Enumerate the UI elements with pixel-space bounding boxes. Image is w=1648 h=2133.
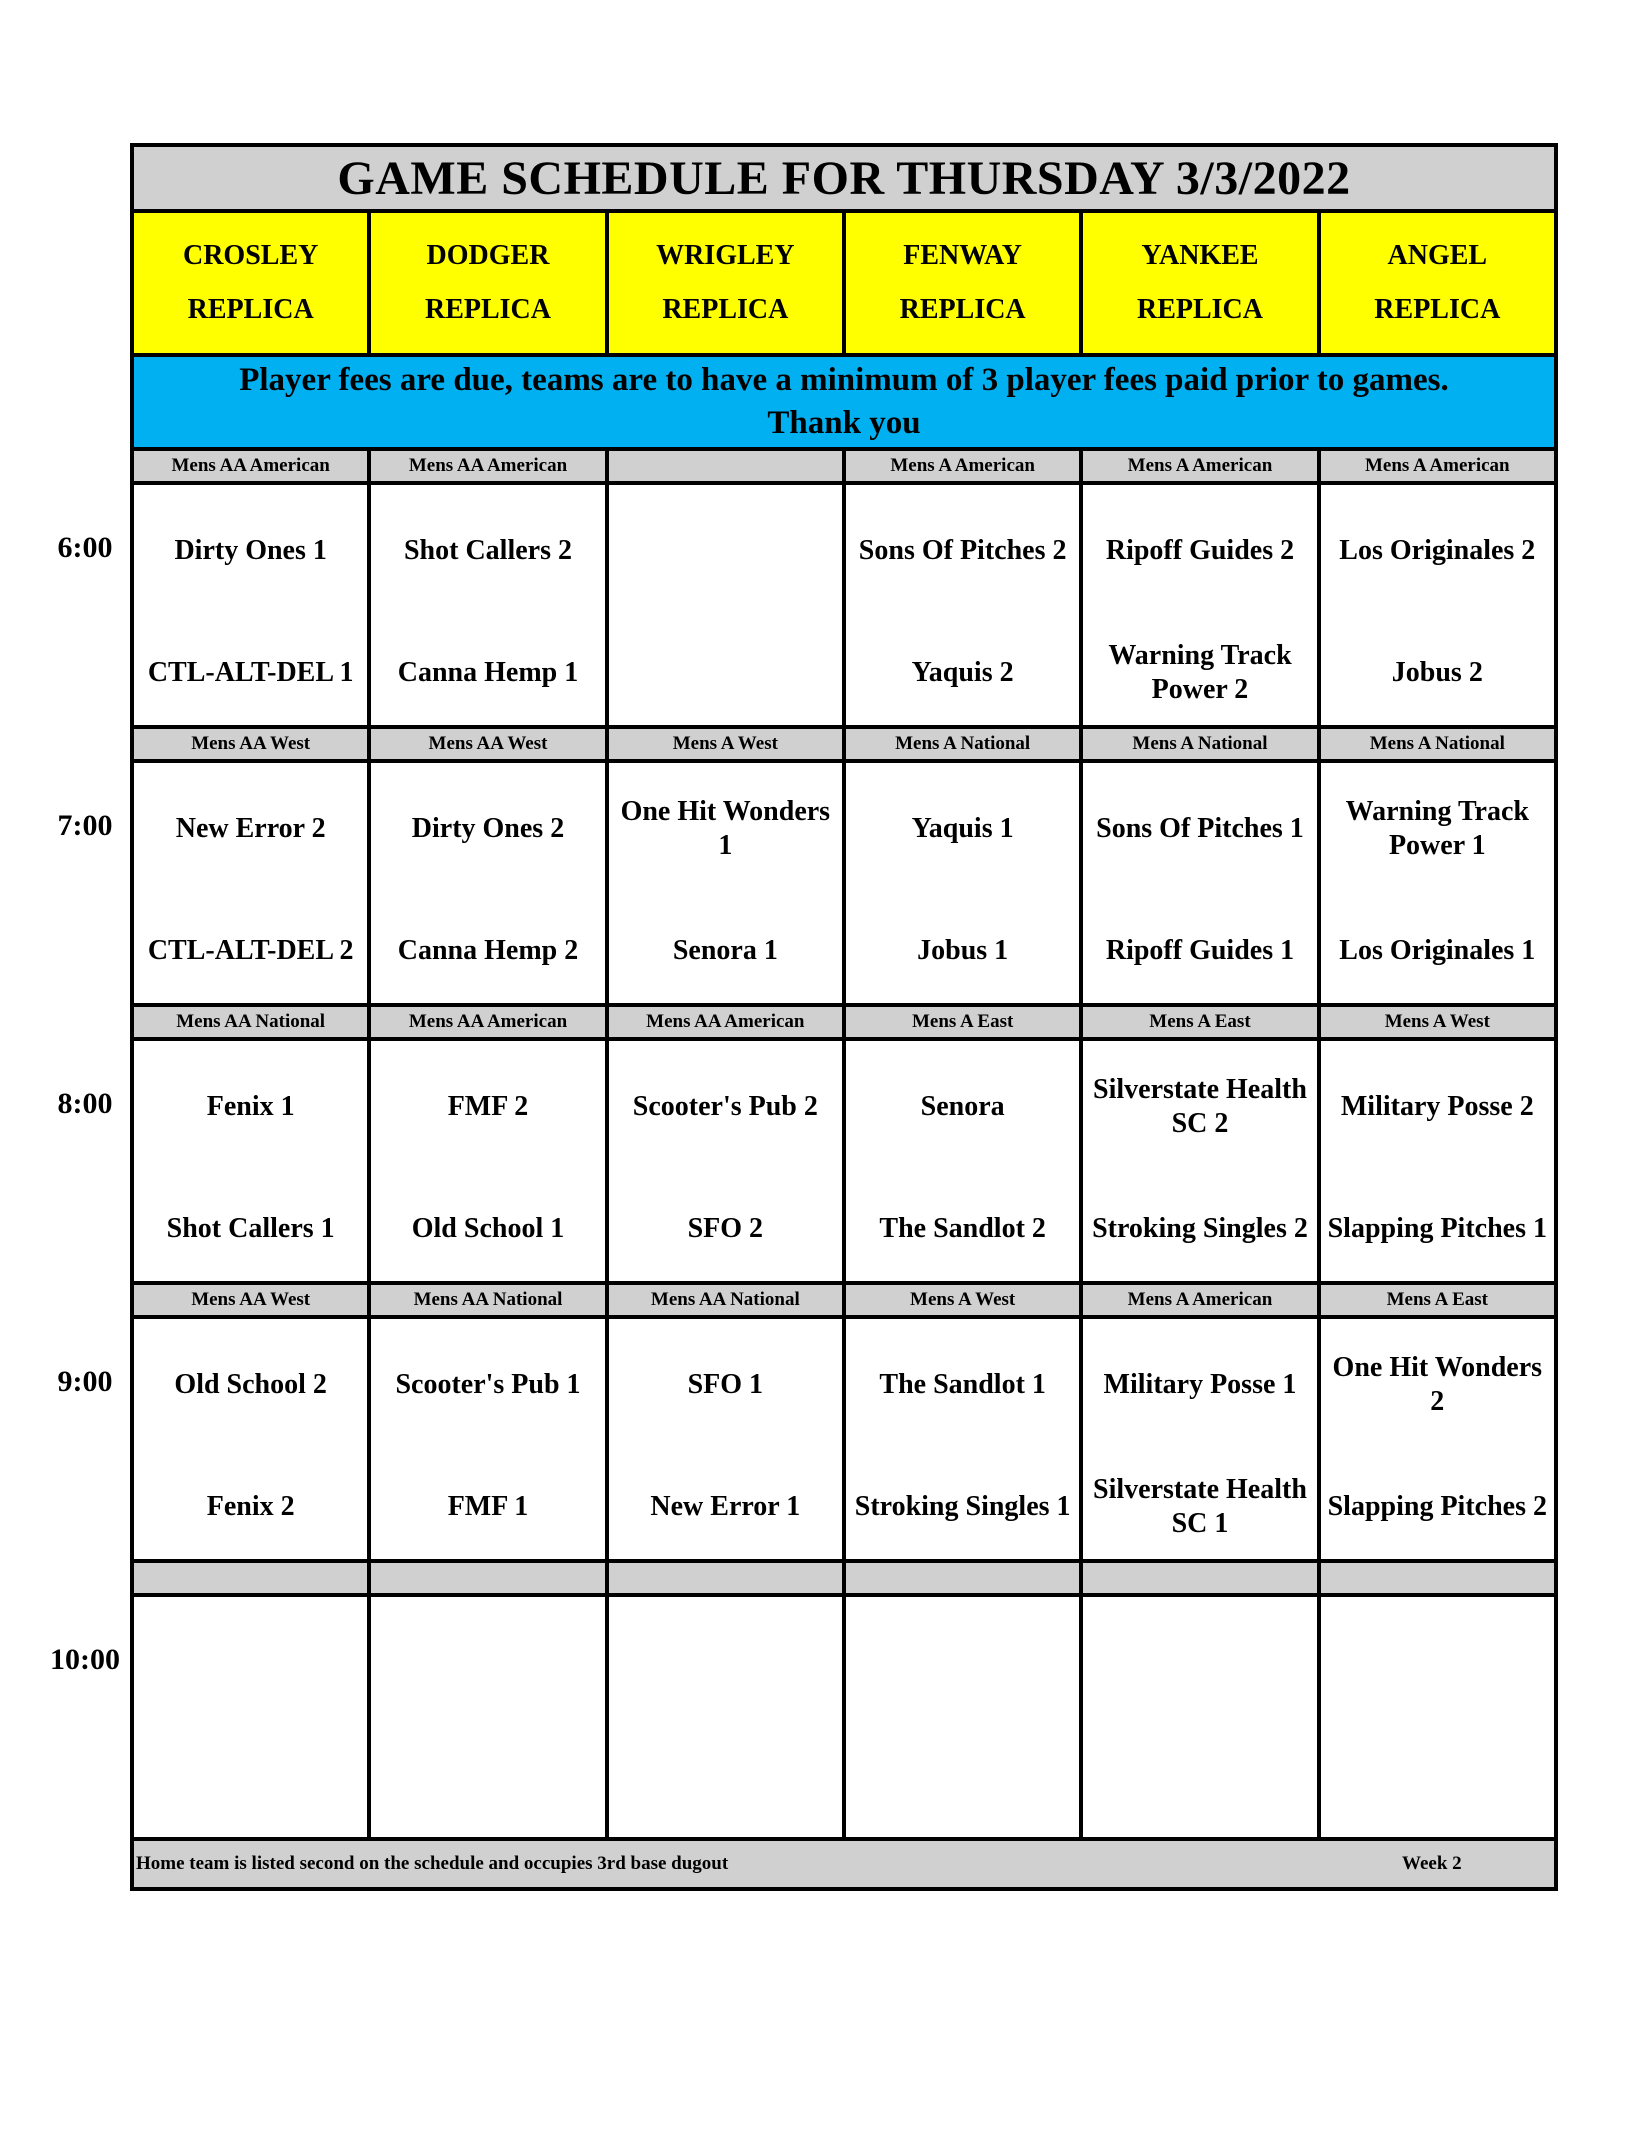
division-label: Mens A East (842, 1007, 1079, 1037)
notice-line: Player fees are due, teams are to have a minimum of 3 player fees paid prior to games. (239, 362, 1449, 398)
division-label (367, 1563, 604, 1593)
division-row (134, 1563, 1554, 1597)
game-cell (605, 1319, 842, 1559)
game-cell (1317, 763, 1554, 1003)
away-team: Silverstate Health SC 2 (1093, 1074, 1307, 1139)
division-label: Mens AA American (367, 1007, 604, 1037)
game-cell (1079, 485, 1316, 725)
away-team: Shot Callers 2 (403, 535, 572, 566)
away-team (1321, 1625, 1554, 1701)
game-row (134, 1319, 1554, 1563)
schedule-title: GAME SCHEDULE FOR THURSDAY 3/3/2022 (134, 147, 1554, 213)
away-team: One Hit Wonders 2 (1332, 1352, 1543, 1417)
game-cell (134, 1597, 367, 1837)
field-name: YANKEE (1141, 240, 1259, 271)
time-label: 8:00 (57, 1087, 113, 1120)
division-label: Mens AA American (367, 451, 604, 481)
away-team: Dirty Ones 1 (174, 535, 327, 566)
home-team (371, 1747, 604, 1823)
division-label: Mens A National (1079, 729, 1316, 759)
away-team: Fenix 1 (206, 1091, 295, 1122)
field-name: DODGER (426, 240, 550, 271)
time-slots (134, 451, 1554, 1841)
week-label: Week 2 (1402, 1853, 1462, 1874)
field-sub: REPLICA (1136, 294, 1263, 325)
game-cell (367, 1597, 604, 1837)
field-header (605, 213, 842, 353)
home-team: Jobus 2 (1391, 657, 1483, 688)
home-team: FMF 1 (447, 1491, 529, 1522)
away-team: Warning Track Power 1 (1345, 796, 1529, 861)
division-label: Mens A East (1317, 1285, 1554, 1315)
division-label (134, 1563, 367, 1593)
division-label: Mens A American (1079, 1285, 1316, 1315)
division-label: Mens A West (605, 729, 842, 759)
game-row (134, 1041, 1554, 1285)
home-team: CTL-ALT-DEL 1 (147, 657, 354, 688)
game-cell (1079, 763, 1316, 1003)
division-label: Mens AA American (605, 1007, 842, 1037)
away-team: Military Posse 1 (1103, 1369, 1297, 1400)
home-team: Fenix 2 (206, 1491, 295, 1522)
home-team: Canna Hemp 1 (397, 657, 579, 688)
home-team (1083, 1747, 1316, 1823)
division-label: Mens AA National (176, 1011, 326, 1032)
field-header (1317, 213, 1554, 353)
time-label: 10:00 (50, 1643, 120, 1676)
division-label: Mens AA National (605, 1285, 842, 1315)
division-label: Mens A West (1317, 1007, 1554, 1037)
time-label: 7:00 (57, 809, 113, 842)
game-cell (134, 1041, 367, 1281)
division-label: Mens A National (1317, 729, 1554, 759)
home-team-note: Home team is listed second on the schedule and occupies 3rd base dugout (136, 1853, 729, 1874)
game-cell (1079, 1319, 1316, 1559)
time-label: 6:00 (57, 531, 113, 564)
game-cell (1317, 1041, 1554, 1281)
home-team (1321, 1747, 1554, 1823)
away-team (846, 1625, 1079, 1701)
division-label: Mens AA National (367, 1285, 604, 1315)
game-cell (367, 485, 604, 725)
home-team: Jobus 1 (917, 935, 1009, 966)
field-sub: REPLICA (1374, 294, 1501, 325)
game-cell (1317, 1597, 1554, 1837)
field-sub: REPLICA (424, 294, 551, 325)
field-header (842, 213, 1079, 353)
away-team (1083, 1625, 1316, 1701)
home-team: Slapping Pitches 1 (1327, 1213, 1547, 1244)
game-cell (1317, 1319, 1554, 1559)
home-team (134, 1747, 367, 1823)
division-label (1079, 1563, 1316, 1593)
footer (134, 1841, 1554, 1887)
away-team (371, 1625, 604, 1701)
home-team: Old School 1 (411, 1213, 565, 1244)
away-team: One Hit Wonders 1 (620, 796, 831, 861)
division-label: Mens A East (1079, 1007, 1316, 1037)
game-cell (367, 763, 604, 1003)
field-sub: REPLICA (899, 294, 1026, 325)
division-row (134, 729, 1554, 763)
game-cell (605, 1597, 842, 1837)
division-label (1317, 1563, 1554, 1593)
division-label (842, 1563, 1079, 1593)
game-cell (1317, 485, 1554, 725)
game-cell (842, 1319, 1079, 1559)
home-team: SFO 2 (687, 1213, 764, 1244)
field-header (1079, 213, 1316, 353)
game-cell (605, 1041, 842, 1281)
division-row (134, 1285, 1554, 1319)
game-cell (842, 1597, 1079, 1837)
game-cell (134, 763, 367, 1003)
home-team (609, 635, 842, 711)
game-cell (367, 1319, 604, 1559)
home-team: Ripoff Guides 1 (1105, 935, 1295, 966)
division-label: Mens A West (842, 1285, 1079, 1315)
home-team: New Error 1 (650, 1491, 801, 1522)
time-label: 9:00 (57, 1365, 113, 1398)
division-label: Mens A American (842, 451, 1079, 481)
away-team (134, 1625, 367, 1701)
field-name: WRIGLEY (656, 240, 795, 271)
division-label (605, 1563, 842, 1593)
home-team: CTL-ALT-DEL 2 (147, 935, 354, 966)
field-name: CROSLEY (182, 240, 319, 271)
game-cell (605, 763, 842, 1003)
field-header (134, 213, 367, 353)
player-fee-notice (134, 357, 1554, 451)
away-team: The Sandlot 1 (879, 1369, 1046, 1400)
game-cell (134, 1319, 367, 1559)
field-sub: REPLICA (662, 294, 789, 325)
division-label: Mens A National (842, 729, 1079, 759)
away-team: Sons Of Pitches 1 (1096, 813, 1304, 844)
away-team: Senora (920, 1091, 1005, 1122)
away-team: Scooter's Pub 1 (395, 1369, 581, 1400)
field-header (367, 213, 604, 353)
field-name: FENWAY (903, 240, 1023, 271)
home-team: Stroking Singles 2 (1092, 1213, 1308, 1244)
game-cell (842, 1041, 1079, 1281)
game-cell (842, 485, 1079, 725)
away-team: SFO 1 (687, 1369, 764, 1400)
home-team: Warning Track Power 2 (1108, 640, 1292, 705)
home-team: Slapping Pitches 2 (1327, 1491, 1547, 1522)
game-cell (367, 1041, 604, 1281)
away-team: Los Originales 2 (1339, 535, 1536, 566)
game-cell (605, 485, 842, 725)
home-team: Senora 1 (672, 935, 778, 966)
home-team (846, 1747, 1079, 1823)
away-team: FMF 2 (447, 1091, 529, 1122)
home-team: Shot Callers 1 (166, 1213, 335, 1244)
division-label: Mens AA West (367, 729, 604, 759)
game-cell (1079, 1597, 1316, 1837)
away-team: Ripoff Guides 2 (1105, 535, 1295, 566)
game-row (134, 1597, 1554, 1841)
game-cell (134, 485, 367, 725)
away-team: Scooter's Pub 2 (632, 1091, 818, 1122)
game-row (134, 485, 1554, 729)
notice-line: Thank you (767, 405, 921, 441)
home-team: Los Originales 1 (1339, 935, 1536, 966)
division-label: Mens AA American (171, 455, 330, 476)
game-cell (1079, 1041, 1316, 1281)
away-team: Sons Of Pitches 2 (858, 535, 1067, 566)
division-label: Mens AA West (191, 1289, 311, 1310)
game-cell (842, 763, 1079, 1003)
home-team: Stroking Singles 1 (854, 1491, 1071, 1522)
field-sub: REPLICA (187, 294, 314, 325)
game-row (134, 763, 1554, 1007)
away-team: New Error 2 (175, 813, 326, 844)
home-team: The Sandlot 2 (879, 1213, 1046, 1244)
division-label: Mens A American (1079, 451, 1316, 481)
away-team: Military Posse 2 (1340, 1091, 1534, 1122)
division-row (134, 451, 1554, 485)
division-row (134, 1007, 1554, 1041)
home-team: Silverstate Health SC 1 (1093, 1474, 1307, 1539)
away-team: Old School 2 (174, 1369, 327, 1400)
division-label: Mens A American (1317, 451, 1554, 481)
schedule-table (130, 143, 1558, 1891)
away-team (609, 1625, 842, 1701)
division-label (605, 451, 842, 481)
home-team (609, 1747, 842, 1823)
field-header-row (134, 213, 1554, 357)
away-team: Yaquis 1 (911, 813, 1014, 844)
home-team: Yaquis 2 (911, 657, 1014, 688)
away-team (609, 513, 842, 589)
division-label: Mens AA West (191, 733, 311, 754)
field-name: ANGEL (1387, 240, 1488, 271)
away-team: Dirty Ones 2 (411, 813, 565, 844)
home-team: Canna Hemp 2 (397, 935, 579, 966)
